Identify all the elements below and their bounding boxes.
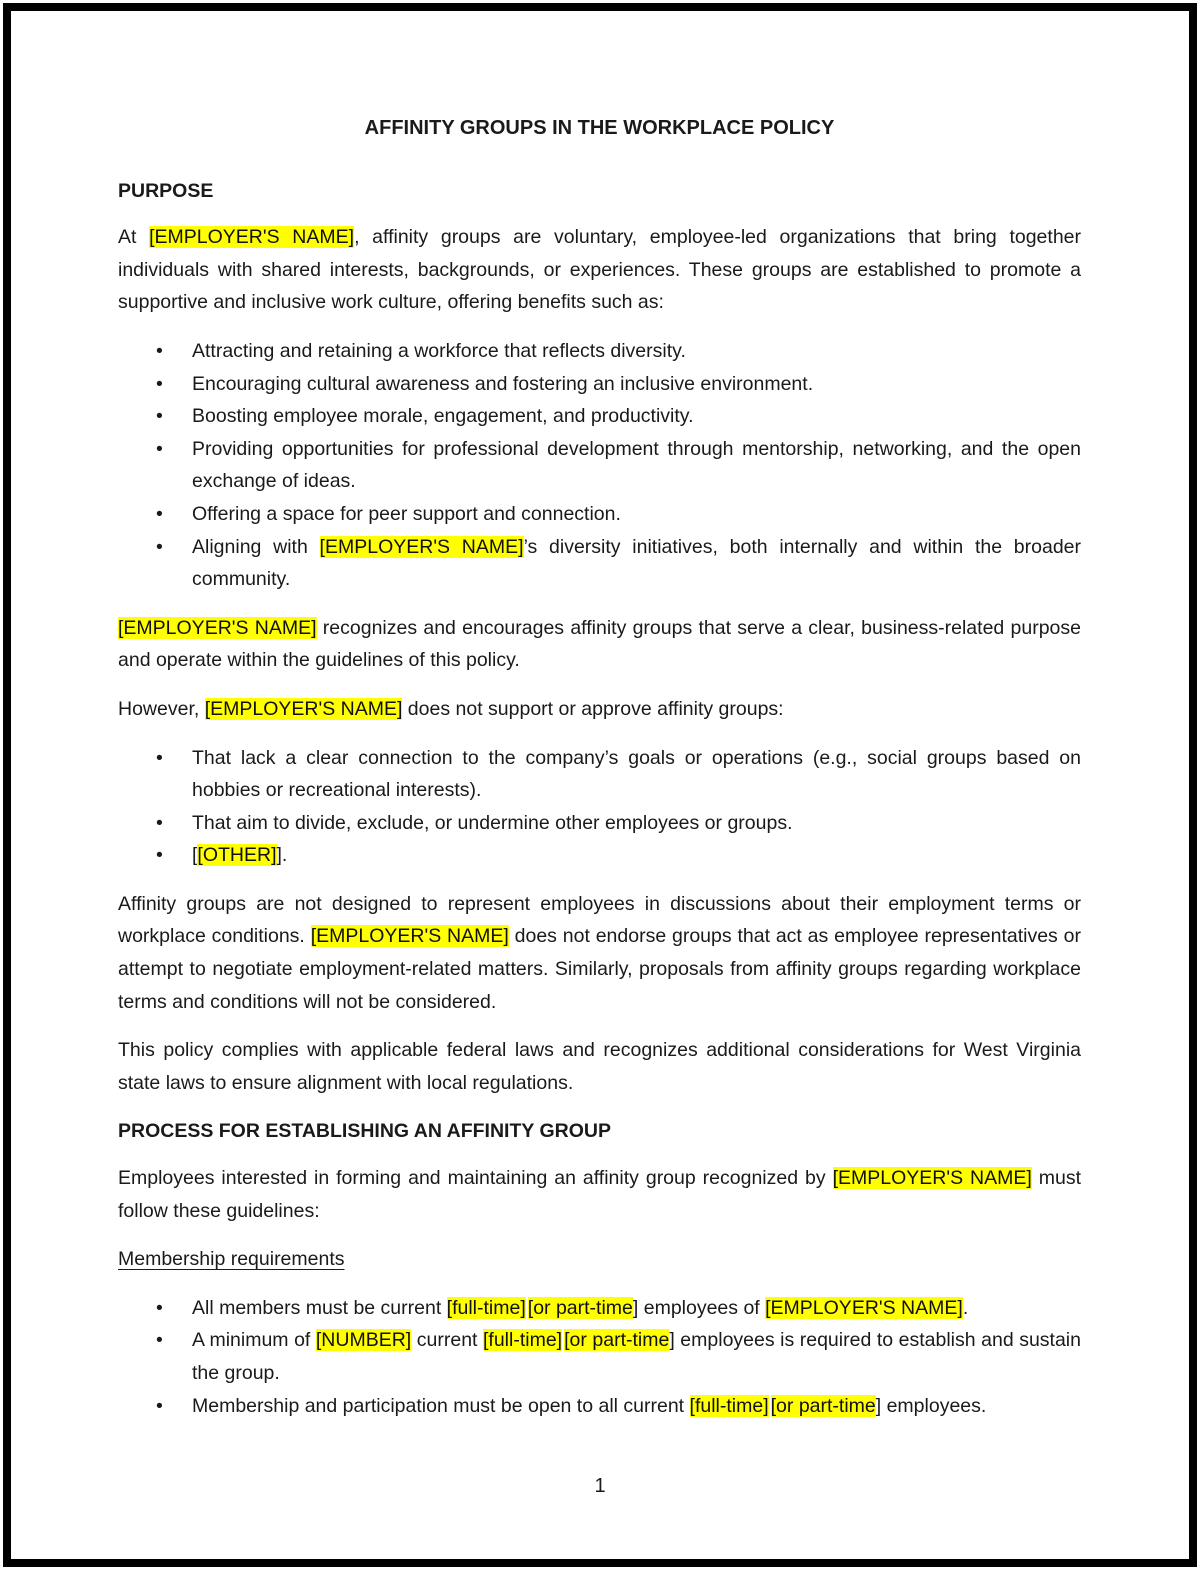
text-run: ] employees is required to establish and sustain the group. — [192, 1329, 1081, 1384]
text-run: Boosting employee morale, engagement, and productivity. — [192, 405, 694, 428]
text-run: , affinity groups are voluntary, employee-led organizations that bring together individuals with shared interests, backgrounds, or experiences. These groups are established to promote a supportive and inclusive work culture, offering benefits such as: — [118, 226, 1081, 314]
text-run: ] employees of — [632, 1296, 766, 1319]
bullet-list — [118, 742, 1081, 872]
highlight-placeholder: [NUMBER] — [315, 1329, 412, 1352]
list-item — [118, 400, 1081, 433]
list-item — [118, 1292, 1081, 1325]
document-body — [118, 175, 1081, 1423]
text-run: ’s diversity initiatives, both internally and within the broader community. — [192, 535, 1082, 591]
highlight-placeholder: [or part-time — [770, 1394, 876, 1417]
text-run: ] employees. — [875, 1394, 987, 1417]
text-run: Affinity groups are not designed to represent employees in discussions about their employment terms or workplace conditions. — [118, 892, 1081, 948]
text-run: current — [411, 1329, 483, 1352]
list-item — [118, 1324, 1081, 1389]
text-run: [ — [192, 844, 198, 867]
text-run: All members must be current — [192, 1296, 447, 1319]
text-run: That aim to divide, exclude, or undermine other employees or groups. — [192, 811, 793, 834]
list-item — [118, 742, 1081, 807]
list-item — [118, 433, 1081, 498]
paragraph — [118, 888, 1081, 1018]
bullet-list — [118, 1292, 1081, 1422]
bullet-list — [118, 335, 1081, 596]
text-run: At — [118, 226, 150, 249]
highlight-placeholder: [EMPLOYER'S NAME] — [310, 925, 509, 948]
subsection-heading: Membership requirements — [118, 1248, 345, 1271]
document-title: AFFINITY GROUPS IN THE WORKPLACE POLICY — [364, 117, 835, 139]
highlight-placeholder: [OTHER] — [197, 844, 277, 867]
text-run: Employees interested in forming and maintaining an affinity group recognized by — [118, 1167, 833, 1190]
list-item — [118, 1390, 1081, 1423]
text-run: Membership and participation must be open to all current — [192, 1394, 690, 1417]
list-item — [118, 335, 1081, 368]
text-run: Attracting and retaining a workforce that reflects diversity. — [192, 339, 686, 362]
text-run: does not endorse groups that act as employee representatives or attempt to negotiate employment-related matters. Similarly, proposals from affinity groups regarding workplace terms and conditions will not be considered. — [118, 925, 1081, 1013]
paragraph — [118, 693, 1081, 726]
text-run: . — [962, 1296, 969, 1319]
highlight-placeholder: [full-time] — [483, 1329, 563, 1352]
text-run: However, — [118, 697, 205, 720]
highlight-placeholder: [EMPLOYER'S NAME] — [319, 535, 524, 558]
text-run: ]. — [276, 844, 288, 867]
text-run: This policy complies with applicable federal laws and recognizes additional considerations for West Virginia state laws to ensure alignment with local regulations. — [118, 1039, 1081, 1094]
text-run: That lack a clear connection to the company’s goals or operations (e.g., social groups based on hobbies or recreational interests). — [192, 746, 1081, 802]
text-run: recognizes and encourages affinity groups that serve a clear, business-related purpose and operate within the guidelines of this policy. — [118, 616, 1081, 672]
list-item — [118, 839, 1081, 872]
highlight-placeholder: [full-time] — [689, 1394, 769, 1417]
section-heading: PROCESS FOR ESTABLISHING AN AFFINITY GROUP — [118, 1120, 611, 1143]
paragraph — [118, 612, 1081, 677]
text-run: Offering a space for peer support and connection. — [192, 502, 621, 525]
highlight-placeholder: [EMPLOYER'S NAME] — [118, 616, 317, 639]
paragraph — [118, 1034, 1081, 1099]
list-item — [118, 807, 1081, 840]
paragraph — [118, 221, 1081, 319]
list-item — [118, 368, 1081, 401]
text-run: does not support or approve affinity groups: — [402, 697, 784, 720]
highlight-placeholder: [full-time] — [446, 1296, 526, 1319]
text-run: Providing opportunities for professional development through mentorship, networking, and the open exchange of ideas. — [192, 437, 1081, 493]
section-heading: PURPOSE — [118, 179, 214, 202]
highlight-placeholder: [or part-time — [564, 1329, 670, 1352]
paragraph — [118, 1162, 1081, 1227]
list-item — [118, 531, 1081, 596]
document-content — [118, 112, 1081, 1438]
highlight-placeholder: [EMPLOYER'S NAME] — [204, 697, 403, 720]
text-run: Encouraging cultural awareness and fostering an inclusive environment. — [192, 372, 814, 395]
text-run: must follow these guidelines: — [118, 1167, 1081, 1222]
highlight-placeholder: [EMPLOYER'S NAME] — [832, 1167, 1032, 1190]
text-run: A minimum of — [192, 1329, 316, 1352]
highlight-placeholder: [EMPLOYER'S NAME] — [149, 226, 355, 249]
list-item — [118, 498, 1081, 531]
highlight-placeholder: [or part-time — [527, 1296, 633, 1319]
page-number: 1 — [594, 1475, 606, 1497]
highlight-placeholder: [EMPLOYER'S NAME] — [765, 1296, 963, 1319]
text-run: Aligning with — [192, 535, 320, 558]
